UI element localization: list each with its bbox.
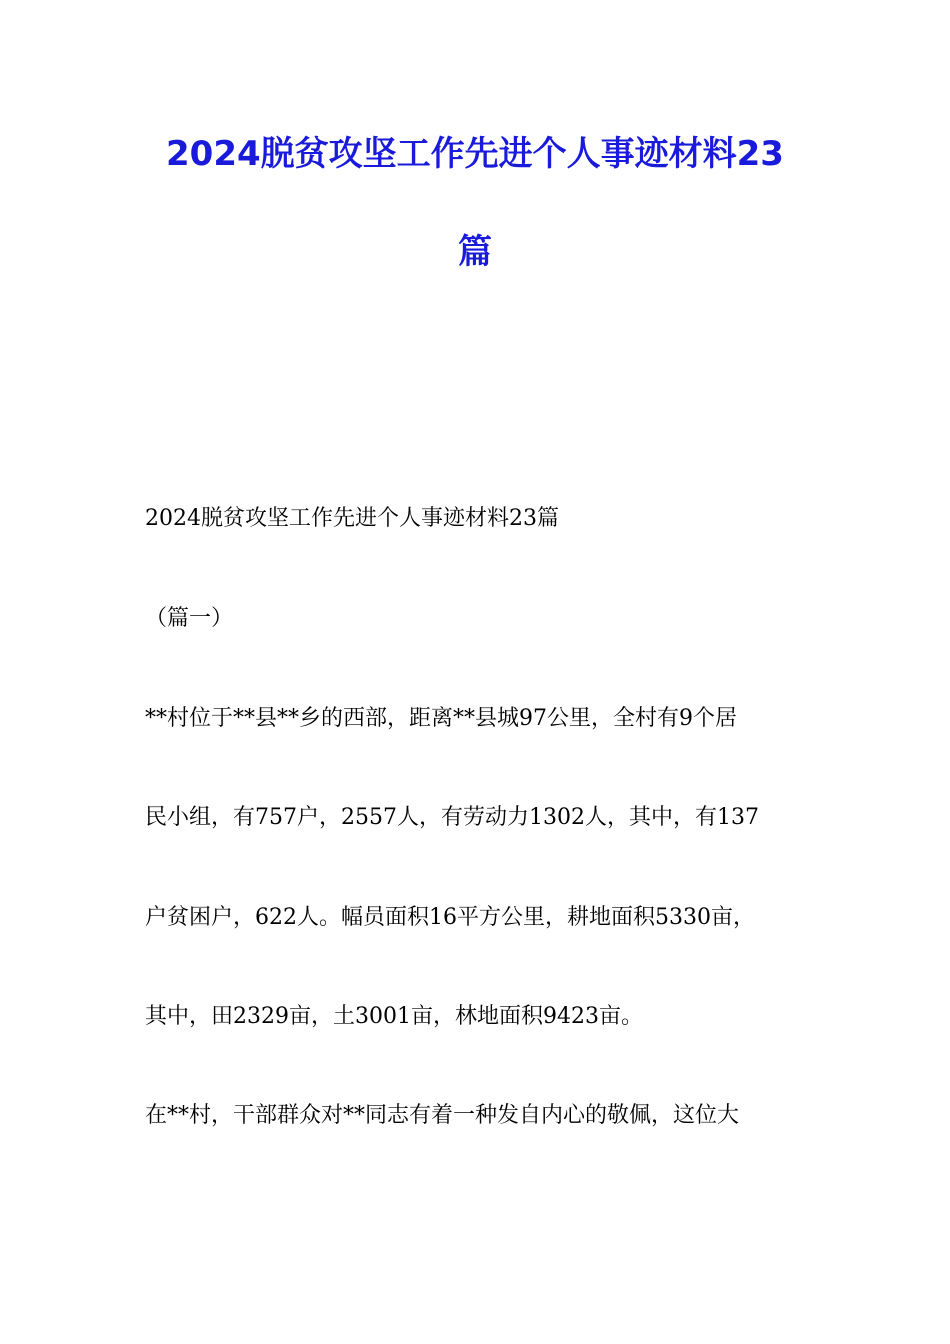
document-subtitle: 2024脱贫攻坚工作先进个人事迹材料23篇 [145, 506, 559, 531]
document-title-line-1: 2024脱贫攻坚工作先进个人事迹材料23 [166, 134, 784, 174]
body-line-1: **村位于**县**乡的西部，距离**县城97公里，全村有9个居 [145, 706, 737, 731]
body-line-4: 其中，田2329亩，土3001亩，林地面积9423亩。 [145, 1004, 643, 1029]
body-line-2: 民小组，有757户，2557人，有劳动力1302人，其中，有137 [145, 805, 759, 830]
body-line-5: 在**村，干部群众对**同志有着一种发自内心的敬佩，这位大 [145, 1103, 740, 1128]
section-label: （篇一） [145, 606, 234, 631]
body-line-3: 户贫困户，622人。幅员面积16平方公里，耕地面积5330亩， [145, 905, 755, 930]
document-title-line-2: 篇 [458, 232, 492, 272]
